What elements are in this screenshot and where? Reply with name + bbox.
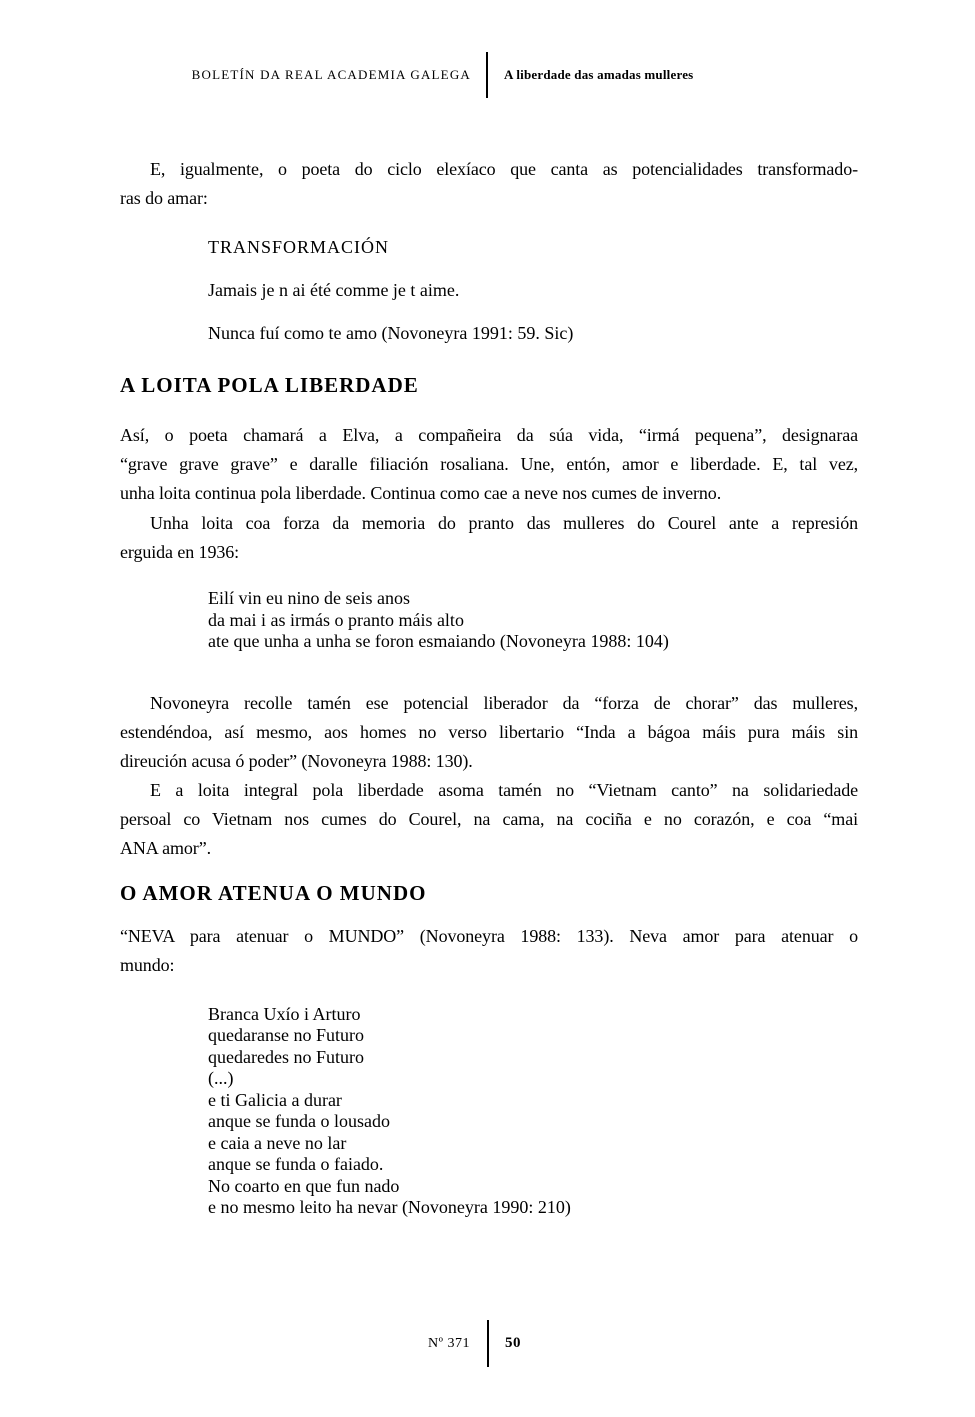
para-novoneyra-line-3: direución acusa ó poder” (Novoneyra 1988: 130).: [120, 750, 473, 771]
para-unha-loita-line-2: erguida en 1936:: [120, 542, 240, 562]
poem-branca-line-9: No coarto en que fun nado: [208, 1175, 400, 1196]
poem-transformacion-line-3: Nunca fuí como te amo (Novoneyra 1991: 59. Sic): [208, 323, 574, 343]
article-body: [120, 155, 858, 1219]
poem-branca-line-1: Branca Uxío i Arturo: [208, 1003, 361, 1024]
para-unha-loita: [120, 509, 858, 567]
para-novoneyra-line-2: estendéndoa, así mesmo, aos homes no verso libertario “Inda a bágoa máis pura máis sin: [120, 721, 858, 742]
poem-eili-line-1: Eilí vin eu nino de seis anos: [208, 588, 410, 608]
para-loita-integral-line-3: ANA amor”.: [120, 837, 211, 858]
para-neva-line-2: mundo:: [120, 954, 175, 975]
poem-transformacion-line-1: TRANSFORMACIÓN: [208, 237, 390, 257]
poem-branca: [208, 1004, 858, 1219]
poem-branca-line-10: e no mesmo leito ha nevar (Novoneyra 1990: 210): [208, 1197, 571, 1217]
page-number: 50: [505, 1335, 521, 1351]
poem-branca-line-6: anque se funda o lousado: [208, 1111, 390, 1131]
poem-transformacion-line-2: Jamais je n ai été comme je t aime.: [208, 280, 460, 300]
para-novoneyra-line-1: Novoneyra recolle tamén ese potencial liberador da “forza de chorar” das mulleres,: [150, 692, 858, 713]
para-neva: [120, 922, 858, 980]
para-asi-line-2: “grave grave grave” e daralle filiación rosaliana. Une, entón, amor e liberdade. E, tal vez,: [120, 454, 858, 474]
para-asi-line-1: Así, o poeta chamará a Elva, a compañeira da súa vida, “irmá pequena”, designaraa: [120, 425, 858, 445]
heading-amor: O AMOR ATENUA O MUNDO: [120, 880, 427, 905]
page-header: [0, 52, 975, 98]
para-loita-integral-line-1: E a loita integral pola liberdade asoma tamén no “Vietnam canto” na solidariedade: [150, 779, 858, 800]
intro-line-2: ras do amar:: [120, 188, 208, 208]
poem-branca-line-2: quedaranse no Futuro: [208, 1025, 364, 1045]
para-loita-integral-line-2: persoal co Vietnam nos cumes do Courel, na cama, na cociña e no corazón, e coa “mai: [120, 808, 858, 829]
poem-eili-line-3: ate que unha a unha se foron esmaiando (Novoneyra 1988: 104): [208, 631, 669, 651]
poem-eili-line-2: da mai i as irmás o pranto máis alto: [208, 609, 464, 630]
poem-branca-line-3: quedaredes no Futuro: [208, 1046, 364, 1067]
journal-title: BOLETÍN DA REAL ACADEMIA GALEGA: [191, 67, 471, 82]
para-neva-line-1: “NEVA para atenuar o MUNDO” (Novoneyra 1988: 133). Neva amor para atenuar o: [120, 925, 858, 946]
para-unha-loita-line-1: Unha loita coa forza da memoria do pranto das mulleres do Courel ante a represión: [150, 513, 858, 533]
poem-transformacion: [208, 238, 858, 343]
heading-loita: A LOITA POLA LIBERDADE: [120, 373, 419, 397]
issue-number: Nº 371: [428, 1335, 470, 1351]
intro: [120, 155, 858, 213]
para-novoneyra: [120, 689, 858, 776]
poem-branca-line-5: e ti Galicia a durar: [208, 1089, 342, 1110]
para-loita-integral: [120, 776, 858, 863]
poem-branca-line-8: anque se funda o faiado.: [208, 1154, 384, 1174]
para-asi-line-3: unha loita continua pola liberdade. Continua como cae a neve nos cumes de inverno.: [120, 483, 722, 503]
poem-eili: [208, 588, 858, 653]
poem-branca-line-4: (...): [208, 1068, 234, 1088]
para-asi: [120, 421, 858, 508]
intro-line-1: E, igualmente, o poeta do ciclo elexíaco que canta as potencialidades transformado-: [150, 159, 858, 179]
poem-branca-line-7: e caia a neve no lar: [208, 1132, 347, 1153]
page-footer: [0, 1320, 975, 1367]
article-title: A liberdade das amadas mulleres: [504, 67, 694, 82]
